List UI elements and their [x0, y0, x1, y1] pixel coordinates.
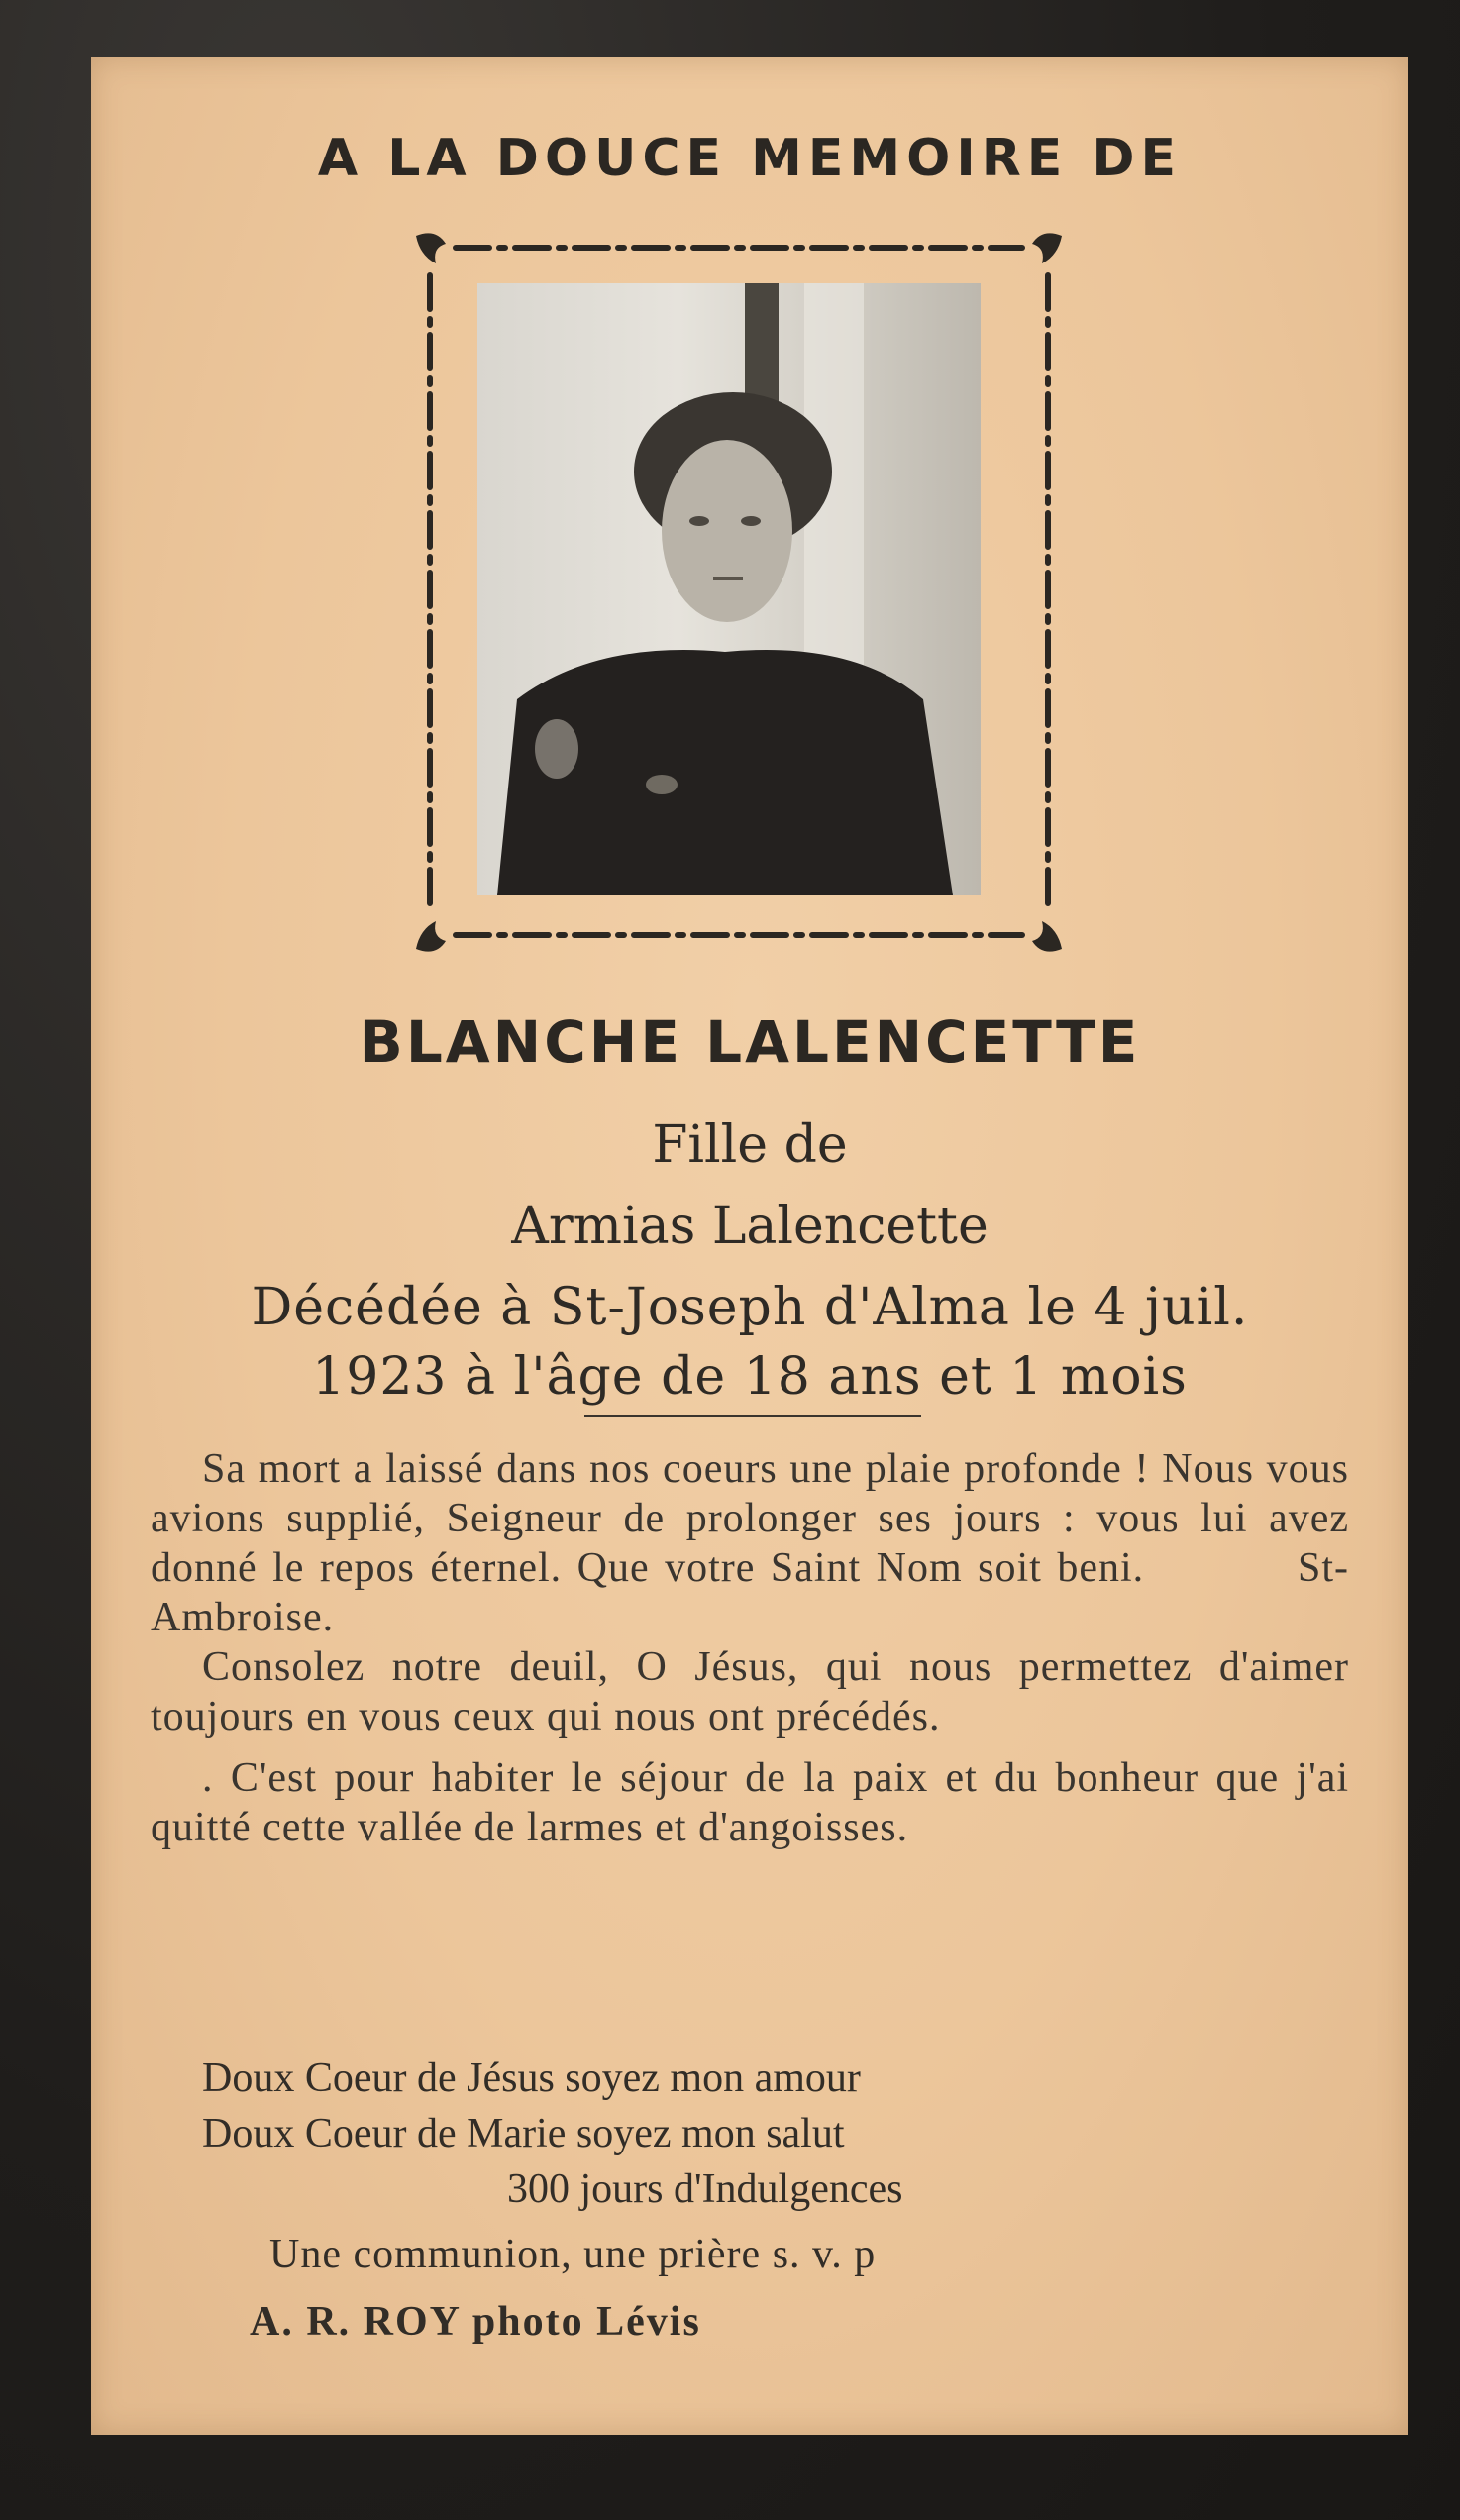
portrait-photo [477, 283, 981, 895]
indulgence-note: 300 jours d'Indulgences [507, 2166, 903, 2212]
communion-request: Une communion, une prière s. v. p [269, 2232, 877, 2277]
card-heading: A LA DOUCE MEMOIRE DE [317, 129, 1183, 188]
prayer-marie: Doux Coeur de Marie soyez mon salut [202, 2111, 845, 2156]
father-name: Armias Lalencette [511, 1197, 989, 1256]
memorial-card [91, 57, 1408, 2435]
death-place-date: Décédée à St-Joseph d'Alma le 4 juil. [251, 1278, 1249, 1337]
fille-de-label: Fille de [652, 1115, 848, 1175]
memorial-text [151, 1444, 1349, 1852]
paragraph-2: Consolez notre deuil, O Jésus, qui nous permettez d'aimer toujours en vous ceux qui nous ont précédés. [151, 1644, 1349, 1739]
death-year-age: 1923 à l'âge de 18 ans et 1 mois [312, 1347, 1188, 1407]
deceased-name: BLANCHE LALENCETTE [359, 1008, 1141, 1076]
paragraph-1-signature: St-Ambroise. [151, 1545, 1349, 1640]
paragraph-1: Sa mort a laissé dans nos coeurs une plaie profonde ! Nous vous avions supplié, Seigneur de prolonger ses jours : vous lui avez donné le repos éternel. Que votre Saint Nom soit beni. St-Ambroise. [151, 1446, 1349, 1640]
paragraph-3: . C'est pour habiter le séjour de la paix et du bonheur que j'ai quitté cette vallée de larmes et d'angoisses. [151, 1755, 1349, 1850]
photographer-credit: A. R. ROY photo Lévis [250, 2299, 701, 2345]
divider-rule [584, 1415, 921, 1418]
prayer-jesus: Doux Coeur de Jésus soyez mon amour [202, 2055, 861, 2101]
